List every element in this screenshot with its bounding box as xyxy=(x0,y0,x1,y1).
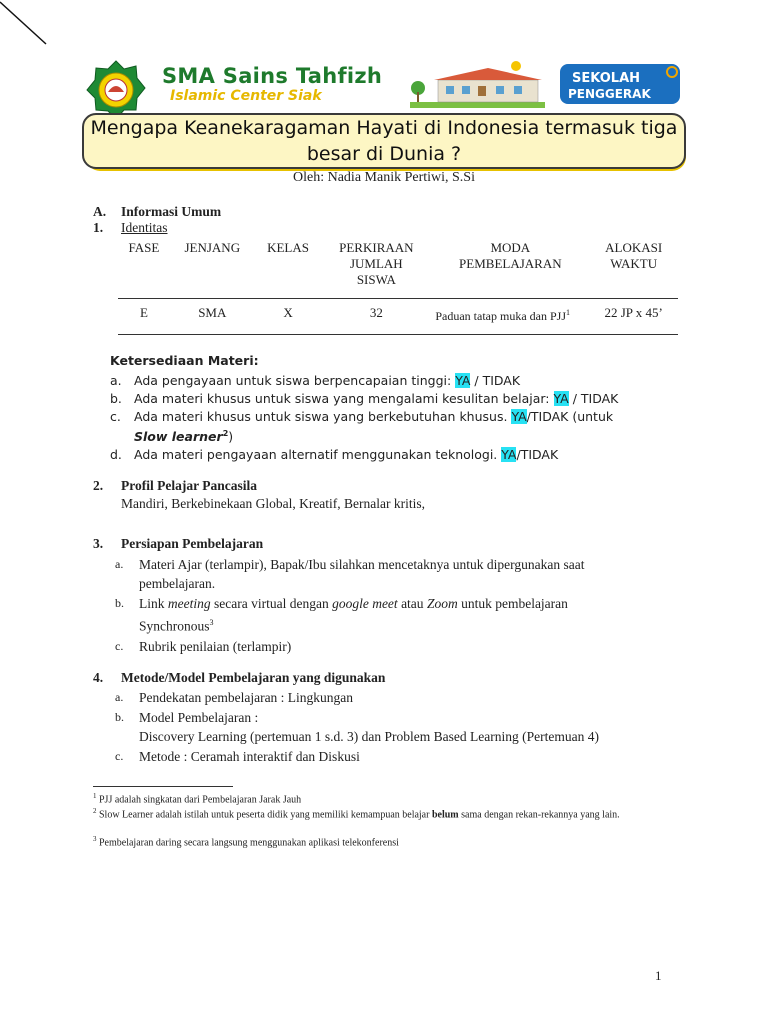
section-a-heading xyxy=(93,204,221,220)
item-text: Rubrik penilaian (terlampir) xyxy=(139,638,292,654)
td-kelas: X xyxy=(255,299,322,335)
footnote-mark: 2 xyxy=(93,807,97,815)
table-header-row xyxy=(118,238,678,299)
section-1-heading xyxy=(93,220,168,236)
ya-highlight: YA xyxy=(455,373,471,388)
item-letter: b. xyxy=(115,596,124,610)
td-fase: E xyxy=(118,299,170,335)
td-jenjang: SMA xyxy=(170,299,255,335)
school-scene-illustration xyxy=(410,58,690,110)
section-2-num: 2. xyxy=(93,478,104,493)
section-a-letter: A. xyxy=(93,204,107,219)
lesson-title-box xyxy=(82,113,686,169)
ya-highlight: YA xyxy=(553,391,569,406)
th-fase: FASE xyxy=(118,238,170,299)
item-letter: a. xyxy=(115,557,124,571)
item-text: Ada materi khusus untuk siswa yang mengalami kesulitan belajar: xyxy=(134,391,554,406)
item-letter: c. xyxy=(115,749,124,763)
school-subtitle: Islamic Center Siak xyxy=(170,88,322,104)
item-text: atau xyxy=(397,596,427,611)
slow-learner-text: Slow learner xyxy=(134,429,223,445)
th-moda-l2: PEMBELAJARAN xyxy=(459,256,562,271)
item-text: Model Pembelajaran : xyxy=(139,710,259,725)
section-2-title: Profil Pelajar Pancasila xyxy=(121,478,257,493)
item-italic-zoom: Zoom xyxy=(426,596,458,611)
td-jumlah: 32 xyxy=(321,299,431,335)
item-rest: / TIDAK xyxy=(470,373,521,388)
item-text-line2: Discovery Learning (pertemuan 1 s.d. 3) dan Problem Based Learning (Pertemuan 4) xyxy=(139,729,599,744)
item-text: Ada materi pengayaan alternatif menggunakan teknologi. xyxy=(134,447,502,463)
item-letter: a. xyxy=(110,373,122,388)
item-letter: a. xyxy=(115,690,124,704)
th-kelas: KELAS xyxy=(255,238,322,299)
item-italic-google-meet: google meet xyxy=(332,596,398,611)
ya-highlight: YA xyxy=(501,447,517,463)
item-rest: /TIDAK (untuk xyxy=(526,409,614,424)
list-item xyxy=(110,390,680,407)
footnote-text: sama dengan rekan-rekannya yang lain. xyxy=(458,809,620,821)
item-text: secara virtual dengan xyxy=(210,596,333,611)
item-rest: / TIDAK xyxy=(568,391,619,406)
td-moda xyxy=(431,299,589,335)
author-line: Oleh: Nadia Manik Pertiwi, S.Si xyxy=(293,170,475,185)
footnote-mark: 1 xyxy=(93,792,97,800)
footnote-3 xyxy=(93,833,683,849)
corner-diagonal-line xyxy=(0,0,60,60)
materi-list xyxy=(110,372,680,464)
th-jenjang: JENJANG xyxy=(170,238,255,299)
school-header xyxy=(80,58,700,118)
th-perkiraan-l2: JUMLAH xyxy=(349,256,403,271)
item-text-line2: pembelajaran. xyxy=(139,576,216,591)
th-perkiraan xyxy=(321,238,431,299)
lesson-title-line1: Mengapa Keanekaragaman Hayati di Indonesia termasuk tiga xyxy=(90,117,678,139)
item-rest: /TIDAK xyxy=(516,447,559,463)
slow-learner-sup: 2 xyxy=(222,429,229,438)
item-text: Materi Ajar (terlampir), Bapak/Ibu silahkan mencetaknya untuk dipergunakan saat xyxy=(139,557,585,572)
list-item xyxy=(115,594,685,636)
footnote-text: Pembelajaran daring secara langsung menggunakan aplikasi telekonferensi xyxy=(96,837,399,849)
list-item xyxy=(115,708,685,746)
list-item xyxy=(115,688,685,707)
section-4-title: Metode/Model Pembelajaran yang digunakan xyxy=(121,670,386,685)
section-a-title: Informasi Umum xyxy=(121,204,222,219)
th-moda-l1: MODA xyxy=(490,240,531,255)
th-alokasi xyxy=(589,238,678,299)
item-letter: c. xyxy=(115,638,124,653)
th-moda xyxy=(431,238,589,299)
footnote-bold: belum xyxy=(431,809,459,821)
footnote-2 xyxy=(93,805,683,821)
section-4-list xyxy=(115,688,685,767)
item-letter: b. xyxy=(115,710,124,724)
section-2-body: Mandiri, Berkebinekaan Global, Kreatif, Bernalar kritis, xyxy=(121,496,426,511)
ya-highlight: YA xyxy=(511,409,527,424)
section-4-heading xyxy=(93,670,385,686)
table-row xyxy=(118,299,678,335)
section-3-title: Persiapan Pembelajaran xyxy=(121,536,264,551)
item-letter: c. xyxy=(110,409,121,424)
th-alokasi-l2: WAKTU xyxy=(610,256,658,271)
footnote-text: PJJ adalah singkatan dari Pembelajaran Jarak Jauh xyxy=(96,794,302,806)
th-perkiraan-l1: PERKIRAAN xyxy=(339,240,414,255)
item-letter: d. xyxy=(110,447,122,463)
item-text-line2: Synchronous xyxy=(139,618,210,634)
item-text: Pendekatan pembelajaran : Lingkungan xyxy=(139,690,354,705)
school-seal-icon xyxy=(86,60,146,120)
item-text: Ada materi khusus untuk siswa yang berkebutuhan khusus. xyxy=(134,409,512,424)
item-text: untuk pembelajaran xyxy=(457,596,568,611)
item-letter: b. xyxy=(110,391,122,406)
footnote-1 xyxy=(93,790,683,806)
th-perkiraan-l3: SISWA xyxy=(356,272,396,287)
item-italic-meeting: meeting xyxy=(167,596,211,611)
materi-heading: Ketersediaan Materi: xyxy=(110,353,259,368)
section-1-title: Identitas xyxy=(121,220,168,235)
section-3-list xyxy=(115,555,685,657)
footnote-separator xyxy=(93,786,233,787)
list-item xyxy=(110,372,680,389)
section-4-num: 4. xyxy=(93,670,104,685)
item-text: Metode : Ceramah interaktif dan Diskusi xyxy=(139,749,360,764)
badge-line2: PENGGERAK xyxy=(568,87,651,101)
item-text: Ada pengayaan untuk siswa berpencapaian tinggi: xyxy=(134,373,456,388)
lesson-title-line2: besar di Dunia ? xyxy=(306,143,462,165)
th-alokasi-l1: ALOKASI xyxy=(605,240,663,255)
page-number: 1 xyxy=(655,968,662,983)
section-2-heading xyxy=(93,478,257,494)
list-item xyxy=(110,408,680,445)
section-3-num: 3. xyxy=(93,536,104,551)
school-name: SMA Sains Tahfizh xyxy=(162,64,383,88)
section-1-num: 1. xyxy=(93,220,104,235)
list-item xyxy=(110,446,680,463)
list-item xyxy=(115,555,685,593)
badge-line1: SEKOLAH xyxy=(572,71,641,86)
footnote-mark: 3 xyxy=(93,835,97,843)
list-item xyxy=(115,637,685,656)
td-moda-sup: 1 xyxy=(566,308,570,317)
td-alokasi: 22 JP x 45’ xyxy=(589,299,678,335)
list-item xyxy=(115,747,685,766)
td-moda-text: Paduan tatap muka dan PJJ xyxy=(435,309,566,323)
item-close-paren: ) xyxy=(228,429,234,445)
identity-table xyxy=(118,238,678,335)
footnote-ref: 3 xyxy=(209,618,214,627)
footnote-text: Slow Learner adalah istilah untuk peserta didik yang memiliki kemampuan belajar xyxy=(96,809,432,821)
section-3-heading xyxy=(93,536,263,552)
item-text: Link xyxy=(139,596,168,611)
